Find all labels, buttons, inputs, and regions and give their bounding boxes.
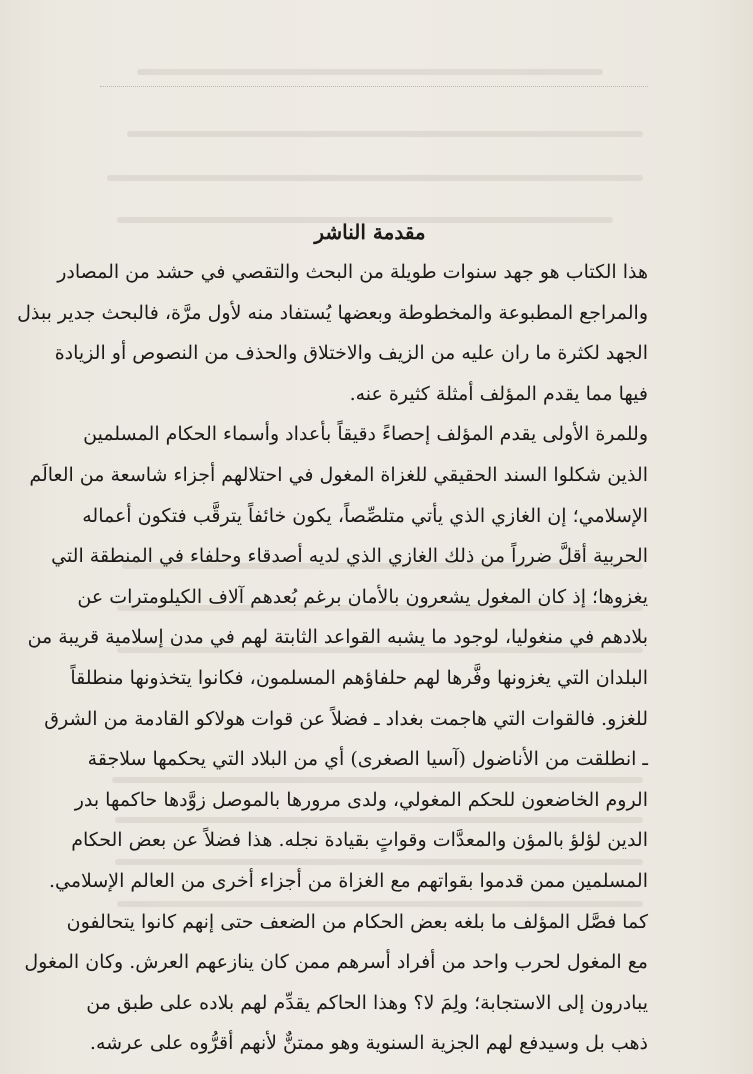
- text-line: وللمرة الأولى يقدم المؤلف إحصاءً دقيقاً بأعداد وأسماء الحكام المسلمين: [83, 423, 648, 446]
- text-line: يبادرون إلى الاستجابة؛ ولِمَ لا؟ وهذا الحاكم يقدِّم لهم بلاده على طبق من: [86, 991, 648, 1014]
- paragraph: [27, 414, 648, 901]
- page-body: [17, 212, 648, 1064]
- text-line: مع المغول لحرب واحد من أفراد أسرهم ممن كان ينازعهم العرش. وكان المغول: [24, 951, 648, 974]
- text-line: البلدان التي يغزونها وفَّرها لهم حلفاؤهم المسلمون، فكانوا يتخذونها منطلقاً: [70, 666, 648, 689]
- text-line: كما فصَّل المؤلف ما بلغه بعض الحكام من الضعف حتى إنهم كانوا يتحالفون: [66, 910, 648, 933]
- paragraph: [17, 252, 648, 414]
- text-line: هذا الكتاب هو جهد سنوات طويلة من البحث والتقصي في حشد من المصادر: [57, 261, 648, 283]
- text-line: فيها مما يقدم المؤلف أمثلة كثيرة عنه.: [349, 382, 648, 405]
- text-line: والمراجع المطبوعة والمخطوطة وبعضها يُستفاد منه لأول مرَّة، فالبحث جدير ببذل: [17, 301, 648, 324]
- text-line: بلادهم في منغوليا، لوجود ما يشبه القواعد الثابتة لهم في مدن إسلامية قريبة من: [27, 626, 648, 649]
- text-line: الذين شكلوا السند الحقيقي للغزاة المغول في احتلالهم أجزاء شاسعة من العالَم: [29, 463, 648, 486]
- text-line: الجهد لكثرة ما ران عليه من الزيف والاختلاق والحذف من النصوص أو الزيادة: [54, 342, 648, 365]
- text-line: الحربية أقلَّ ضرراً من ذلك الغازي الذي لديه أصدقاء وحلفاء في المنطقة التي: [51, 545, 648, 568]
- text-line: يغزوها؛ إذ كان المغول يشعرون بالأمان برغم بُعدهم آلاف الكيلومترات عن: [77, 585, 648, 608]
- running-header-rule: [100, 86, 648, 87]
- text-line: الدين لؤلؤ بالمؤن والمعدَّات وقواتٍ بقيادة نجله. هذا فضلاً عن بعض الحكام: [71, 829, 648, 852]
- text-line: ذهب بل وسيدفع لهم الجزية السنوية وهو ممتنٌّ لأنهم أقرُّوه على عرشه.: [89, 1032, 648, 1055]
- text-line: الإسلامي؛ إن الغازي الذي يأتي متلصِّصاً، يكون خائفاً يترقَّب فتكون أعماله: [82, 504, 648, 527]
- text-line: المسلمين ممن قدموا بقواتهم مع الغزاة من أجزاء أخرى من العالم الإسلامي.: [48, 869, 648, 892]
- text-line: الروم الخاضعون للحكم المغولي، ولدى مرورها بالموصل زوَّدها حاكمها بدر: [74, 788, 648, 811]
- page-title: مقدمة الناشر: [314, 220, 426, 244]
- text-line: ـ انطلقت من الأناضول (آسيا الصغرى) أي من البلاد التي يحكمها سلاجقة: [87, 748, 648, 771]
- text-line: للغزو. فالقوات التي هاجمت بغداد ـ فضلاً عن قوات هولاكو القادمة من الشرق: [44, 707, 648, 730]
- paragraph: [24, 902, 648, 1064]
